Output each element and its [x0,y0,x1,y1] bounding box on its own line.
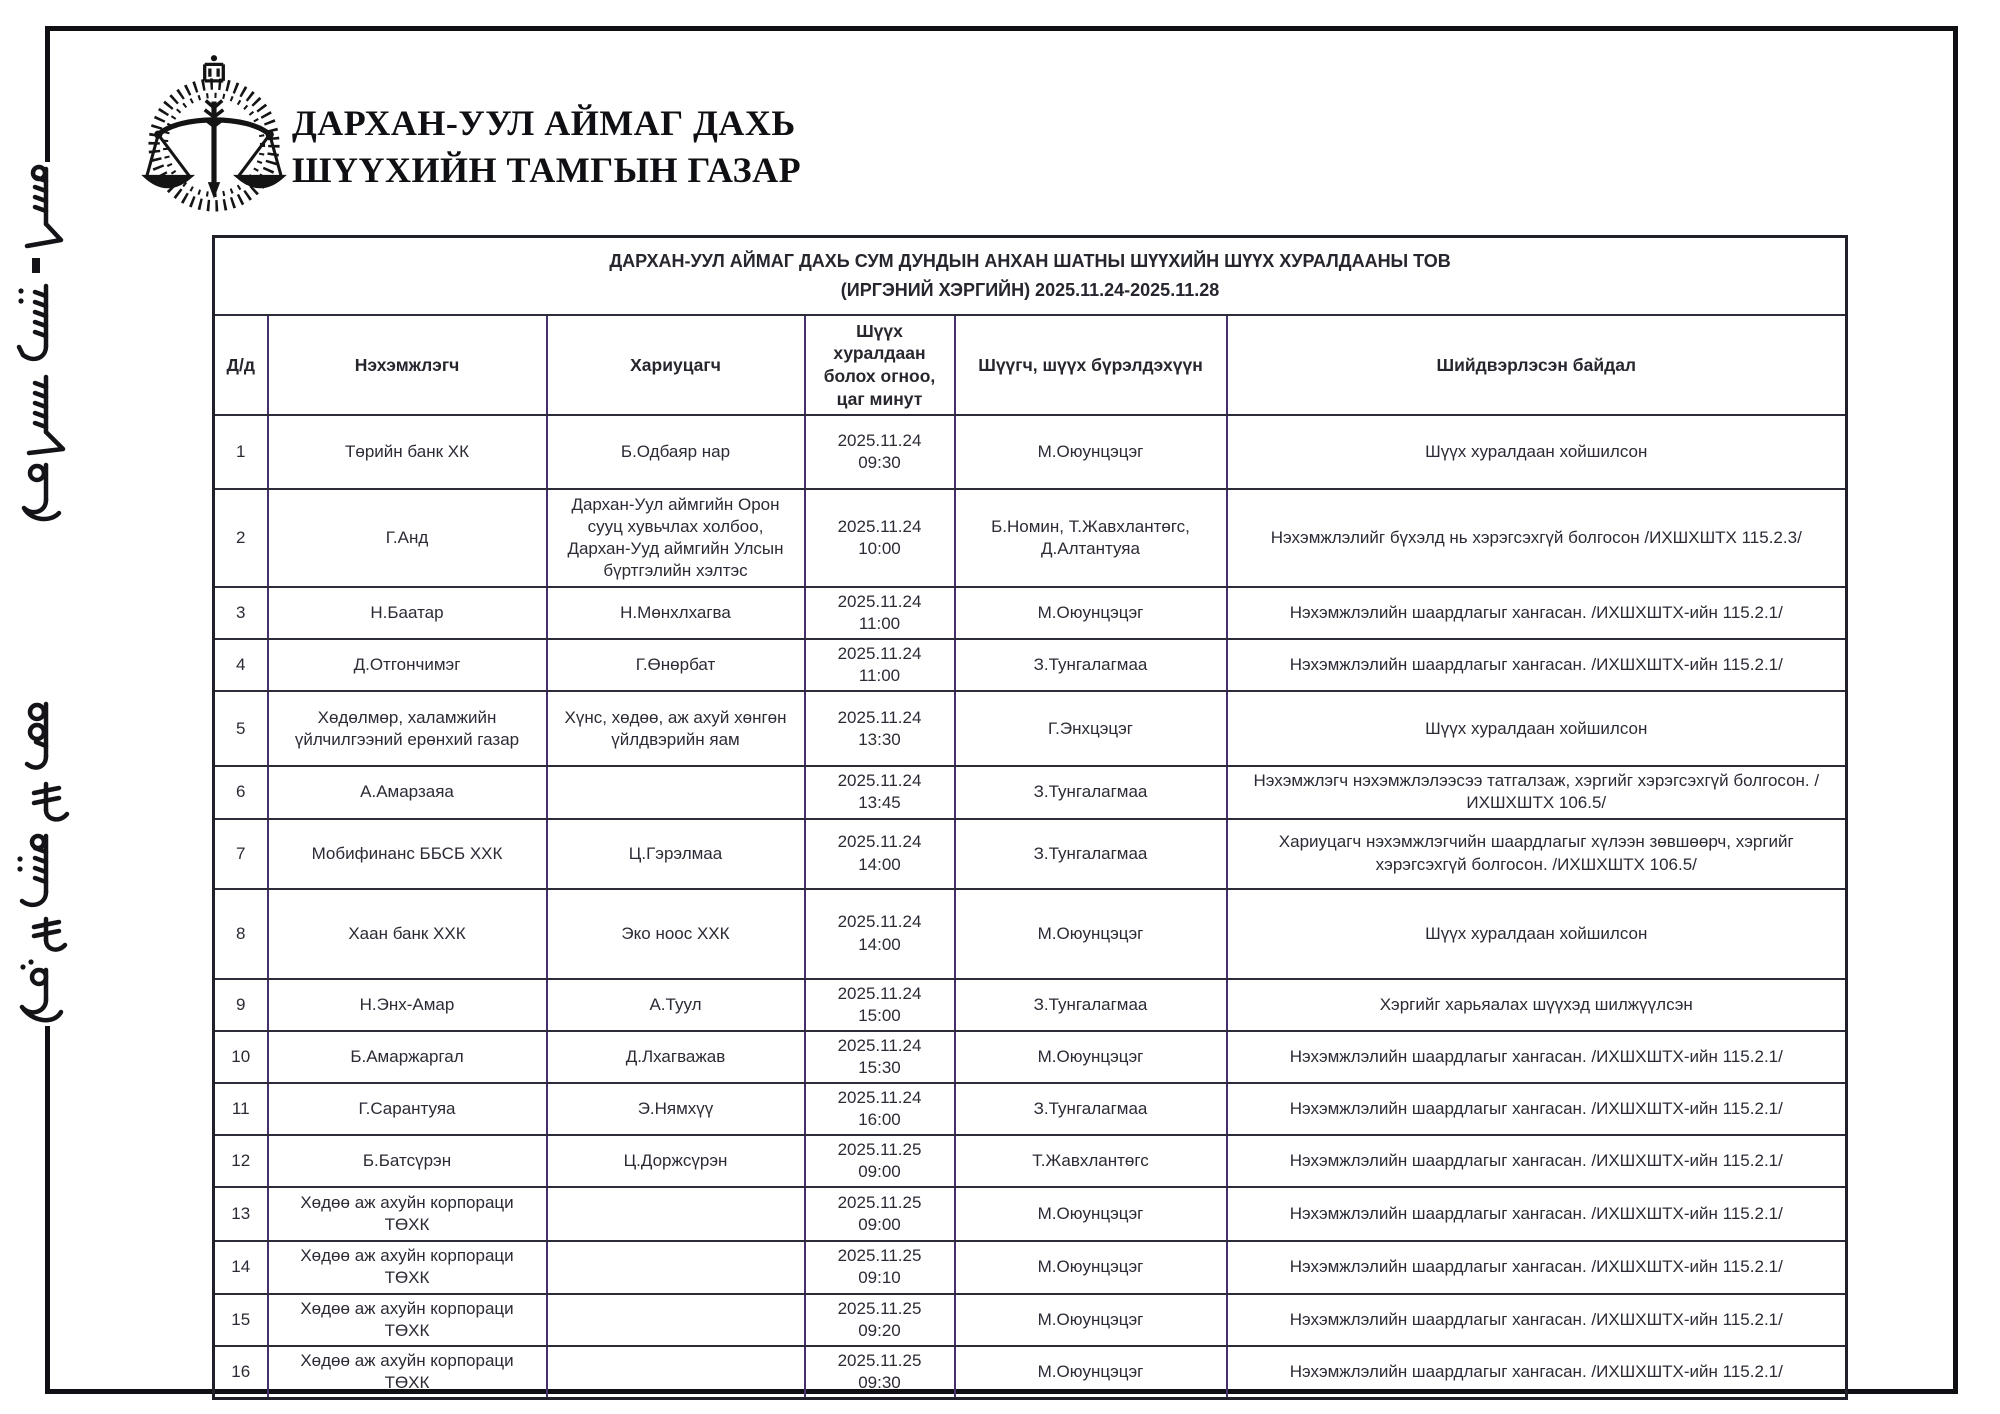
table-row [214,1031,1847,1083]
cell-date: 2025.11.24 [837,516,922,536]
cell-decision: Шүүх хуралдаан хойшилсон [1227,691,1847,766]
table-row [214,691,1847,766]
cell-judge: Г.Энхцэцэг [955,691,1227,766]
cell-judge: З.Тунгалагмаа [955,979,1227,1031]
cell-date: 2025.11.24 [837,1087,922,1107]
cell-judge: З.Тунгалагмаа [955,1083,1227,1135]
cell-plaintiff: Г.Анд [268,489,547,587]
cell-judge: М.Оюунцэцэг [955,1187,1227,1241]
cell-datetime [805,766,955,818]
cell-judge: Б.Номин, Т.Жавхлантөгс, Д.Алтантуяа [955,489,1227,587]
table-title-line2: (ИРГЭНИЙ ХЭРГИЙН) 2025.11.24-2025.11.28 [840,280,1220,300]
cell-datetime [805,691,955,766]
cell-datetime [805,1083,955,1135]
cell-time: 09:30 [858,1372,901,1392]
cell-datetime [805,489,955,587]
page-border-top [45,26,1958,31]
cell-time: 14:00 [858,854,901,874]
scales-of-justice-logo-icon [136,52,292,212]
org-name-line1: ДАРХАН-УУЛ АЙМАГ ДАХЬ [292,103,796,143]
table-row [214,1135,1847,1187]
cell-time: 11:00 [858,666,901,686]
cell-number: 8 [214,889,268,979]
cell-plaintiff: Г.Сарантуяа [268,1083,547,1135]
cell-plaintiff: Хөдөө аж ахуйн корпораци ТӨХК [268,1241,547,1293]
cell-time: 09:00 [858,1215,901,1235]
cell-judge: З.Тунгалагмаа [955,766,1227,818]
cell-defendant: Д.Лхагважав [547,1031,805,1083]
cell-number: 12 [214,1135,268,1187]
cell-defendant [547,1294,805,1346]
table-row [214,889,1847,979]
cell-decision: Хариуцагч нэхэмжлэгчийн шаардлагыг хүлээн зөвшөөрч, хэргийг хэрэгсэхгүй болгосон. /ИХШХШТХ 106.5/ [1227,819,1847,889]
cell-time: 16:00 [858,1110,901,1130]
cell-plaintiff: Д.Отгончимэг [268,639,547,691]
cell-number: 9 [214,979,268,1031]
cell-defendant: Н.Мөнхлхагва [547,587,805,639]
cell-date: 2025.11.25 [837,1246,922,1266]
cell-date: 2025.11.24 [837,771,922,791]
cell-date: 2025.11.25 [837,1193,922,1213]
cell-time: 15:30 [858,1057,901,1077]
cell-time: 09:20 [858,1320,901,1340]
cell-date: 2025.11.24 [837,832,922,852]
cell-defendant: Хүнс, хөдөө, аж ахуй хөнгөн үйлдвэрийн яам [547,691,805,766]
cell-number: 11 [214,1083,268,1135]
cell-defendant: Дархан-Уул аймгийн Орон сууц хувьчлах холбоо, Дархан-Ууд аймгийн Улсын бүртгэлийн хэлтэс [547,489,805,587]
table-row [214,1187,1847,1241]
cell-defendant: Э.Нямхүү [547,1083,805,1135]
table-row [214,819,1847,889]
table-row [214,415,1847,489]
cell-datetime [805,1346,955,1399]
cell-time: 13:45 [858,793,901,813]
cell-defendant: Ц.Доржсүрэн [547,1135,805,1187]
cell-plaintiff: Төрийн банк ХК [268,415,547,489]
cell-plaintiff: Хөдөө аж ахуйн корпораци ТӨХК [268,1294,547,1346]
cell-decision: Нэхэмжлэлийн шаардлагыг хангасан. /ИХШХШТХ-ийн 115.2.1/ [1227,1346,1847,1399]
cell-plaintiff: А.Амарзаяа [268,766,547,818]
table-row [214,1241,1847,1293]
cell-number: 1 [214,415,268,489]
cell-datetime [805,1135,955,1187]
cell-datetime [805,1294,955,1346]
cell-number: 3 [214,587,268,639]
cell-time: 15:00 [858,1005,901,1025]
table-row [214,587,1847,639]
cell-datetime [805,1187,955,1241]
table-title [214,237,1847,316]
cell-defendant: А.Туул [547,979,805,1031]
cell-defendant: Б.Одбаяр нар [547,415,805,489]
table-row [214,979,1847,1031]
table-row [214,639,1847,691]
cell-defendant: Эко ноос ХХК [547,889,805,979]
cell-datetime [805,979,955,1031]
cell-judge: М.Оюунцэцэг [955,1294,1227,1346]
cell-time: 09:30 [858,453,901,472]
cell-number: 4 [214,639,268,691]
cell-judge: М.Оюунцэцэг [955,415,1227,489]
cell-date: 2025.11.24 [837,983,922,1003]
cell-decision: Хэргийг харьяалах шүүхэд шилжүүлсэн [1227,979,1847,1031]
cell-decision: Шүүх хуралдаан хойшилсон [1227,889,1847,979]
table-row [214,766,1847,818]
cell-plaintiff: Хөдөө аж ахуйн корпораци ТӨХК [268,1346,547,1399]
col-header-decision: Шийдвэрлэсэн байдал [1227,315,1847,415]
cell-time: 09:00 [858,1162,901,1182]
cell-number: 13 [214,1187,268,1241]
cell-number: 16 [214,1346,268,1399]
cell-time: 14:00 [858,934,901,954]
cell-plaintiff: Хөдөө аж ахуйн корпораци ТӨХК [268,1187,547,1241]
cell-datetime [805,819,955,889]
cell-number: 7 [214,819,268,889]
cell-date: 2025.11.24 [837,644,922,664]
court-hearing-schedule-table [212,235,1848,1400]
cell-plaintiff: Хөдөлмөр, халамжийн үйлчилгээний ерөнхий газар [268,691,547,766]
cell-date: 2025.11.25 [837,1350,922,1370]
cell-decision: Нэхэмжлэгч нэхэмжлэлээсээ татгалзаж, хэргийг хэрэгсэхгүй болгосон. /ИХШХШТХ 106.5/ [1227,766,1847,818]
cell-decision: Нэхэмжлэлийн шаардлагыг хангасан. /ИХШХШТХ-ийн 115.2.1/ [1227,587,1847,639]
cell-decision: Нэхэмжлэлийн шаардлагыг хангасан. /ИХШХШТХ-ийн 115.2.1/ [1227,639,1847,691]
cell-plaintiff: Мобифинанс ББСБ ХХК [268,819,547,889]
cell-judge: М.Оюунцэцэг [955,587,1227,639]
cell-defendant: Ц.Гэрэлмаа [547,819,805,889]
cell-date: 2025.11.24 [837,430,922,450]
cell-date: 2025.11.24 [837,592,922,611]
cell-number: 14 [214,1241,268,1293]
cell-date: 2025.11.24 [837,1035,922,1055]
cell-number: 2 [214,489,268,587]
cell-number: 6 [214,766,268,818]
cell-datetime [805,587,955,639]
cell-defendant: Г.Өнөрбат [547,639,805,691]
cell-datetime [805,1031,955,1083]
page-border-right [1953,26,1958,1394]
cell-datetime [805,415,955,489]
cell-time: 13:30 [858,729,901,749]
cell-defendant [547,766,805,818]
cell-decision: Нэхэмжлэлийн шаардлагыг хангасан. /ИХШХШТХ-ийн 115.2.1/ [1227,1083,1847,1135]
cell-plaintiff: Н.Энх-Амар [268,979,547,1031]
cell-plaintiff: Н.Баатар [268,587,547,639]
cell-plaintiff: Б.Батсүрэн [268,1135,547,1187]
cell-plaintiff: Б.Амаржаргал [268,1031,547,1083]
cell-judge: М.Оюунцэцэг [955,1346,1227,1399]
cell-decision: Нэхэмжлэлийг бүхэлд нь хэрэгсэхгүй болгосон /ИХШХШТХ 115.2.3/ [1227,489,1847,587]
table-title-line1: ДАРХАН-УУЛ АЙМАГ ДАХЬ СУМ ДУНДЫН АНХАН ШАТНЫ ШҮҮХИЙН ШҮҮХ ХУРАЛДААНЫ ТОВ [609,251,1451,272]
cell-decision: Шүүх хуралдаан хойшилсон [1227,415,1847,489]
cell-date: 2025.11.25 [837,1298,922,1318]
court-table-body [214,415,1847,1398]
table-row [214,1346,1847,1399]
cell-date: 2025.11.24 [837,912,922,932]
table-row [214,489,1847,587]
org-name-line2: ШҮҮХИЙН ТАМГЫН ГАЗАР [292,149,802,190]
cell-time: 11:00 [858,614,901,634]
cell-judge: Т.Жавхлантөгс [955,1135,1227,1187]
cell-number: 5 [214,691,268,766]
cell-plaintiff: Хаан банк ХХК [268,889,547,979]
col-header-judge: Шүүгч, шүүх бүрэлдэхүүн [955,315,1227,415]
col-header-defendant: Хариуцагч [547,315,805,415]
cell-number: 15 [214,1294,268,1346]
cell-judge: М.Оюунцэцэг [955,1241,1227,1293]
page-border-left-upper [45,26,50,162]
table-header-row [214,315,1847,415]
cell-datetime [805,889,955,979]
cell-decision: Нэхэмжлэлийн шаардлагыг хангасан. /ИХШХШТХ-ийн 115.2.1/ [1227,1135,1847,1187]
col-header-number: Д/д [214,315,268,415]
cell-judge: З.Тунгалагмаа [955,639,1227,691]
cell-time: 10:00 [858,539,901,558]
cell-decision: Нэхэмжлэлийн шаардлагыг хангасан. /ИХШХШТХ-ийн 115.2.1/ [1227,1031,1847,1083]
table-title-row [214,237,1847,316]
org-name [292,100,801,194]
page-border-left-lower [45,1026,50,1394]
col-header-plaintiff: Нэхэмжлэгч [268,315,547,415]
cell-decision: Нэхэмжлэлийн шаардлагыг хангасан. /ИХШХШТХ-ийн 115.2.1/ [1227,1187,1847,1241]
cell-defendant [547,1187,805,1241]
cell-judge: М.Оюунцэцэг [955,1031,1227,1083]
cell-date: 2025.11.24 [837,707,922,727]
cell-number: 10 [214,1031,268,1083]
table-row [214,1083,1847,1135]
cell-defendant [547,1346,805,1399]
mongolian-vertical-script [6,160,88,1030]
cell-datetime [805,1241,955,1293]
cell-judge: М.Оюунцэцэг [955,889,1227,979]
cell-decision: Нэхэмжлэлийн шаардлагыг хангасан. /ИХШХШТХ-ийн 115.2.1/ [1227,1241,1847,1293]
cell-datetime [805,639,955,691]
cell-time: 09:10 [858,1268,901,1288]
cell-decision: Нэхэмжлэлийн шаардлагыг хангасан. /ИХШХШТХ-ийн 115.2.1/ [1227,1294,1847,1346]
col-header-datetime: Шүүх хуралдаан болох огноо, цаг минут [805,315,955,415]
table-row [214,1294,1847,1346]
cell-date: 2025.11.25 [837,1140,922,1160]
cell-defendant [547,1241,805,1293]
cell-judge: З.Тунгалагмаа [955,819,1227,889]
